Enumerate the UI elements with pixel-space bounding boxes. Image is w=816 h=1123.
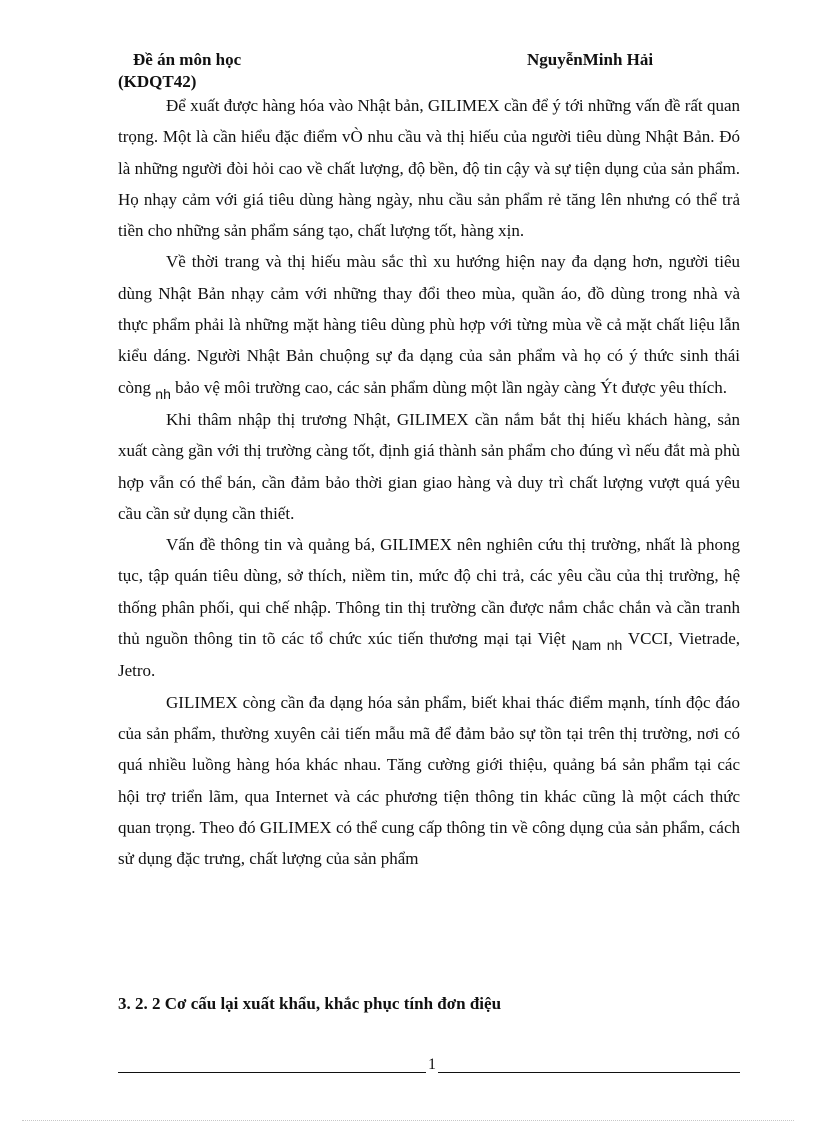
footer-rule-left (118, 1072, 426, 1073)
page-number: 1 (428, 1056, 436, 1073)
paragraph-2-inline-fragment: nh (155, 385, 171, 402)
header-course-title: Đề án môn học (133, 50, 242, 69)
paragraph-5 (118, 687, 740, 875)
body-text (118, 90, 740, 874)
paragraph-5-text: GILIMEX còng cần đa dạng hóa sản phẩm, biết khai thác điểm mạnh, tính độc đáo của sản phẩm, thường xuyên cải tiến mẫu mã để đảm bảo sự tồn tại trên thị trường, nơi có quá nhiều luồng hàng hóa khác nhau. Tăng cường giới thiệu, quảng bá sản phẩm tại các hội trợ triển lãm, qua Internet và các phương tiện thông tin khác cũng là một cách thức quan trọng. Theo đó GILIMEX có thể cung cấp thông tin về công dụng của sản phẩm, cách sử dụng đặc trưng, chất lượng của sản phẩm (118, 692, 740, 869)
paragraph-4-text-end: VCCI, Vietrade, Jetro. (118, 629, 740, 681)
paragraph-1-text: Để xuất được hàng hóa vào Nhật bản, GILIMEX cần để ý tới những vấn đề rất quan trọng. Một là cần hiểu đặc điểm vÒ nhu cầu và thị hiếu của người tiêu dùng Nhật Bản. Đó là những người đòi hỏi cao về chất lượng, độ bền, độ tin cậy và sự tiện dụng của sản phẩm. Họ nhạy cảm với giá tiêu dùng hàng ngày, nhu cầu sản phẩm rẻ tăng lên nhưng có thể trả tiền cho những sản phẩm sáng tạo, chất lượng tốt, hàng xịn. (118, 96, 740, 241)
paragraph-1 (118, 90, 740, 246)
header-author-name: NguyễnMinh Hải (527, 50, 654, 69)
footer-rule-right (438, 1072, 740, 1073)
header-class-code: (KDQT42) (118, 72, 197, 91)
paragraph-2-text-start: Về thời trang và thị hiếu màu sắc thì xu hướng hiện nay đa dạng hơn, người tiêu dùng Nhật Bản nhạy cảm với những thay đổi theo mùa, quần áo, đồ dùng trong nhà và thực phẩm phải là những mặt hàng tiêu dùng phù hợp với từng mùa về cả mặt chất liệu lẫn kiểu dáng. Người Nhật Bản chuộng sự đa dạng của sản phẩm và họ có ý thức sinh thái còng (118, 252, 740, 397)
paragraph-3 (118, 404, 740, 529)
paragraph-4 (118, 529, 740, 686)
paragraph-4-text-start: Vấn đề thông tin và quảng bá, GILIMEX nên nghiên cứu thị trường, nhất là phong tục, tập quán tiêu dùng, sở thích, niềm tin, mức độ chi trả, các yêu cầu của thị trường, hệ thống phân phối, qui chế nhập. Thông tin thị trường cần được nắm chắc chắn và cần tranh thủ nguồn thông tin tõ các tổ chức xúc tiến thương mại tại Việt (118, 535, 740, 649)
page-edge-divider (22, 1120, 794, 1121)
paragraph-3-text: Khi thâm nhập thị trương Nhật, GILIMEX cần nắm bắt thị hiếu khách hàng, sản xuất càng gần với thị trường càng tốt, định giá thành sản phẩm cho đúng vì nếu đắt mà phù hợp vẫn có thể bán, cần đảm bảo thời gian giao hàng và duy trì chất lượng vượt quá yêu cầu cần sử dụng cần thiết. (118, 409, 740, 523)
paragraph-2-text-end: bảo vệ môi trường cao, các sản phẩm dùng một lần ngày càng Ýt được yêu thích. (170, 377, 728, 397)
paragraph-2 (118, 246, 740, 403)
section-heading: 3. 2. 2 Cơ cấu lại xuất khẩu, khắc phục tính đơn điệu (118, 994, 502, 1013)
paragraph-4-inline-fragment: Nam nh (571, 637, 623, 654)
